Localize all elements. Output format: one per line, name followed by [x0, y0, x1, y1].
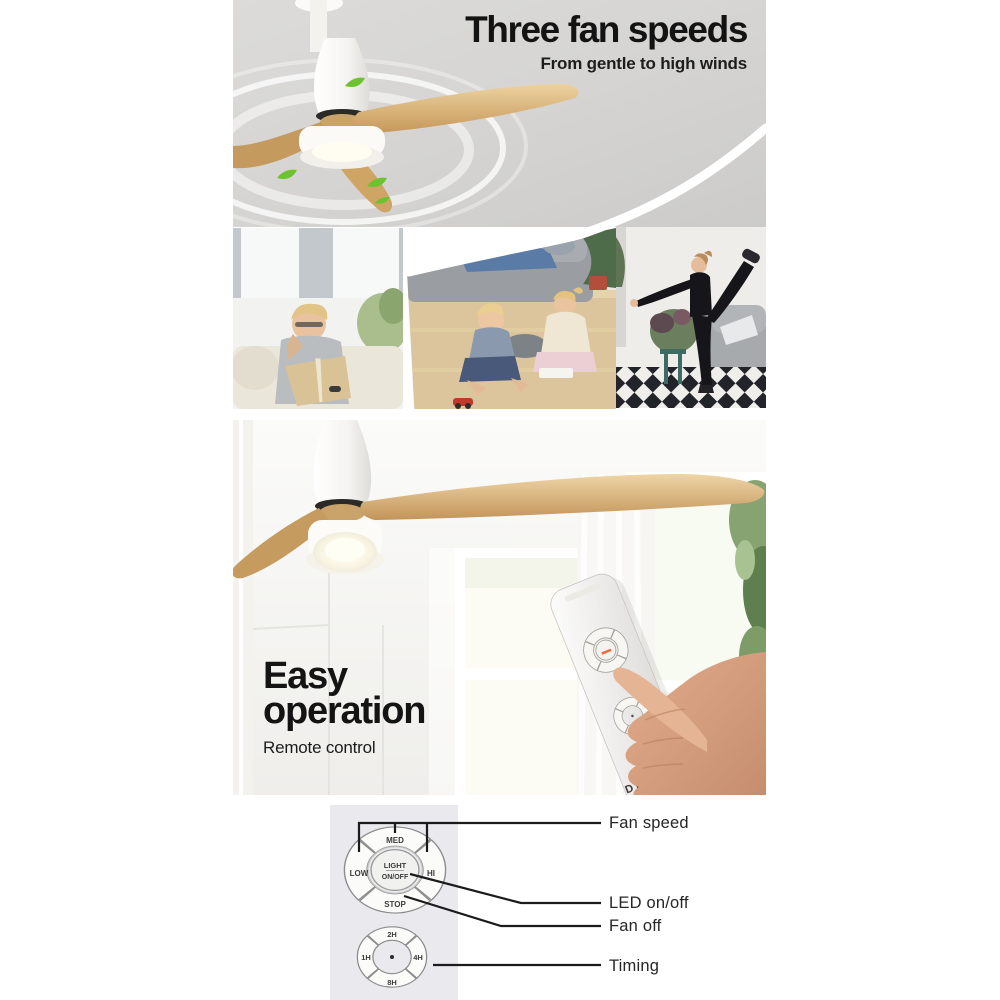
button-light-label: LIGHT: [383, 861, 407, 870]
button-hi-label: HI: [427, 869, 435, 878]
callout-fan-off: Fan off: [609, 917, 662, 935]
operation-heading-block: [263, 655, 426, 758]
callout-timing: Timing: [609, 957, 660, 975]
button-4h-label: 4H: [413, 953, 423, 962]
button-stop-label: STOP: [384, 900, 406, 909]
photo-children-playing: [407, 228, 616, 409]
operation-title-line2: operation: [263, 690, 426, 732]
fan-light-glowing: [306, 520, 384, 574]
photo-woman-reading: [233, 228, 403, 409]
callout-line-fan-off: [404, 896, 601, 926]
operation-title: [263, 655, 426, 732]
operation-title-line1: Easy: [263, 655, 347, 697]
button-8h-label: 8H: [387, 978, 397, 987]
remote-diagram-section: [233, 800, 766, 1000]
operation-subtitle: Remote control: [263, 738, 376, 757]
button-2h-label: 2H: [387, 930, 397, 939]
button-onoff-label: ON/OFF: [381, 874, 409, 881]
hero-heading-block: [465, 11, 747, 74]
hero-subtitle: From gentle to high winds: [540, 54, 747, 73]
button-low-label: LOW: [349, 869, 369, 878]
button-1h-label: 1H: [361, 953, 371, 962]
hero-section: [233, 0, 766, 229]
fan-light: [299, 126, 385, 169]
photo-woman-exercising: [616, 227, 766, 408]
lifestyle-gallery: [233, 227, 766, 409]
button-med-label: MED: [386, 836, 404, 845]
hero-title: Three fan speeds: [465, 9, 747, 50]
callout-fan-speed: Fan speed: [609, 814, 689, 832]
fan-motor-housing: [295, 0, 370, 130]
callout-line-led: [410, 874, 601, 903]
center-window: [455, 548, 587, 795]
content-band: [233, 0, 766, 1000]
callout-led-onoff: LED on/off: [609, 894, 689, 912]
